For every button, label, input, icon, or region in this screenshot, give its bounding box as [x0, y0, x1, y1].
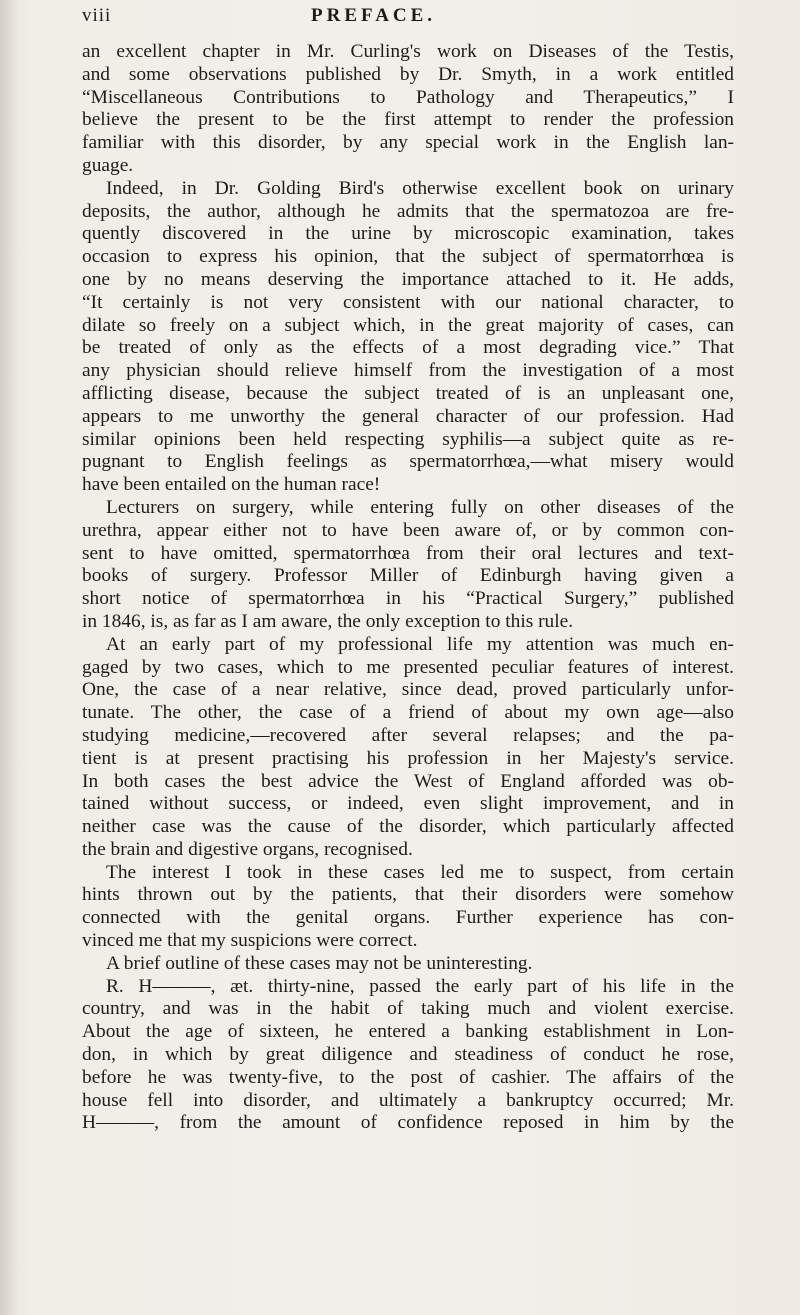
text-line: country, and was in the habit of taking much and violent exercise.	[82, 998, 734, 1020]
text-line: gaged by two cases, which to me presented peculiar features of interest.	[82, 656, 734, 678]
text-line: appears to me unworthy the general character of our profession. Had	[82, 405, 734, 427]
text-line: be treated of only as the effects of a most degrading vice.” That	[82, 337, 734, 359]
text-line: urethra, appear either not to have been aware of, or by common con-	[82, 519, 734, 541]
text-line: The interest I took in these cases led me to suspect, from certain	[106, 861, 734, 883]
text-line: house fell into disorder, and ultimately a bankruptcy occurred; Mr.	[82, 1089, 734, 1111]
text-line: tunate. The other, the case of a friend of about my own age—also	[82, 702, 734, 724]
text-line: afflicting disease, because the subject treated of is an unpleasant one,	[82, 382, 734, 404]
text-line: sent to have omitted, spermatorrhœa from their oral lectures and text-	[82, 542, 734, 564]
text-line: At an early part of my professional life my attention was much en-	[106, 633, 734, 655]
text-line: neither case was the cause of the disorder, which particularly affected	[82, 816, 734, 838]
text-line: About the age of sixteen, he entered a banking establishment in Lon-	[82, 1021, 734, 1043]
text-line: believe the present to be the first attempt to render the profession	[82, 109, 734, 131]
text-line: H———, from the amount of confidence reposed in him by the	[82, 1112, 734, 1134]
text-line: an excellent chapter in Mr. Curling's work on Diseases of the Testis,	[82, 41, 734, 62]
text-line: dilate so freely on a subject which, in the great majority of cases, can	[82, 314, 734, 336]
text-line: tained without success, or indeed, even slight improvement, and in	[82, 793, 734, 815]
text-line: Indeed, in Dr. Golding Bird's otherwise excellent book on urinary	[106, 177, 734, 199]
text-line: pugnant to English feelings as spermatorrhœa,—what misery would	[82, 451, 734, 473]
text-line: In both cases the best advice the West of England afforded was ob-	[82, 770, 734, 792]
text-line: any physician should relieve himself from the investigation of a most	[82, 360, 734, 382]
text-line: and some observations published by Dr. Smyth, in a work entitled	[82, 63, 734, 85]
page-number: viii	[82, 5, 112, 26]
text-line: A brief outline of these cases may not be uninteresting.	[106, 952, 533, 974]
body-text	[82, 41, 734, 1135]
text-line: before he was twenty-five, to the post of cashier. The affairs of the	[82, 1066, 734, 1088]
text-line: “It certainly is not very consistent with our national character, to	[82, 291, 734, 313]
text-line: occasion to express his opinion, that the subject of spermatorrhœa is	[82, 246, 734, 268]
text-line: “Miscellaneous Contributions to Pathology and Therapeutics,” I	[82, 86, 734, 108]
text-line: vinced me that my suspicions were correct.	[82, 930, 418, 952]
text-line: studying medicine,—recovered after several relapses; and the pa-	[82, 724, 734, 746]
header-title: PREFACE.	[311, 5, 437, 26]
text-line: One, the case of a near relative, since dead, proved particularly unfor-	[82, 679, 734, 701]
text-line: Lecturers on surgery, while entering fully on other diseases of the	[106, 496, 734, 518]
text-line: books of surgery. Professor Miller of Edinburgh having given a	[82, 565, 734, 587]
text-line: don, in which by great diligence and steadiness of conduct he rose,	[82, 1044, 734, 1066]
text-line: familiar with this disorder, by any special work in the English lan-	[82, 132, 734, 154]
text-line: one by no means deserving the importance attached to it. He adds,	[82, 268, 734, 290]
text-line: short notice of spermatorrhœa in his “Practical Surgery,” published	[82, 588, 734, 610]
text-line: deposits, the author, although he admits that the spermatozoa are fre-	[82, 200, 734, 222]
text-line: quently discovered in the urine by microscopic examination, takes	[82, 223, 734, 245]
text-line: hints thrown out by the patients, that their disorders were somehow	[82, 884, 734, 906]
text-line: R. H———, æt. thirty-nine, passed the early part of his life in the	[106, 975, 734, 997]
text-line: similar opinions been held respecting syphilis—a subject quite as re-	[82, 428, 734, 450]
text-line: have been entailed on the human race!	[82, 474, 381, 496]
text-line: the brain and digestive organs, recognised.	[82, 838, 413, 860]
text-line: in 1846, is, as far as I am aware, the only exception to this rule.	[82, 610, 574, 632]
running-head	[0, 0, 800, 34]
text-line: connected with the genital organs. Further experience has con-	[82, 907, 734, 929]
text-line: guage.	[82, 154, 134, 176]
text-line: tient is at present practising his profession in her Majesty's service.	[82, 747, 734, 769]
